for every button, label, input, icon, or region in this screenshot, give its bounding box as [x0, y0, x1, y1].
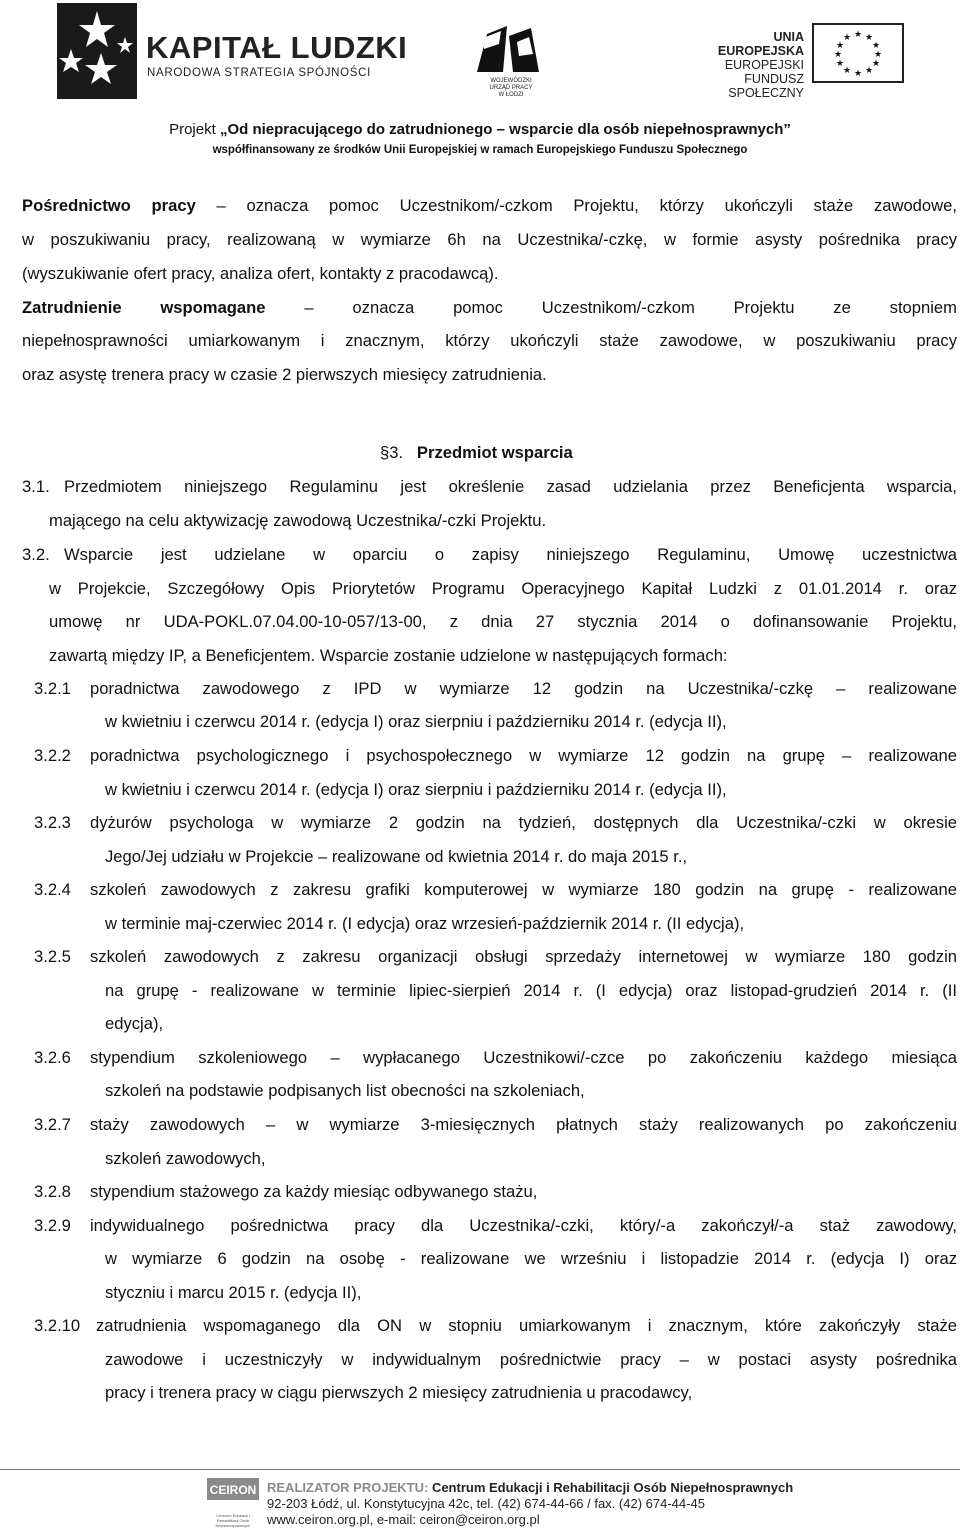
p32-number: 3.2.	[22, 545, 50, 564]
item-3-2-3-line-1: dyżurów psychologa w wymiarze 2 godzin na tydzień, dostępnych dla Uczestnika/-czki w okresie	[90, 813, 957, 832]
item-3-2-9-line-2: w wymiarze 6 godzin na osobę - realizowane we wrześniu i listopadzie 2014 r. (edycja I) oraz	[105, 1249, 957, 1268]
svg-text:★: ★	[853, 69, 863, 79]
def-zatrudnienie-text-1: – oznacza pomoc Uczestnikom/-czkom Projektu ze stopniem	[304, 298, 957, 317]
item-3-2-1-number: 3.2.1	[34, 679, 71, 698]
item-3-2-7-number: 3.2.7	[34, 1115, 71, 1134]
item-3-2-5-number: 3.2.5	[34, 947, 71, 966]
item-3-2-4-line-1: szkoleń zawodowych z zakresu grafiki komputerowej w wymiarze 180 godzin na grupę - realizowane	[90, 880, 957, 899]
item-3-2-10-line-2: zawodowe i uczestniczyły w indywidualnym pośrednictwie pracy – w postaci asysty pośrednika	[105, 1350, 957, 1369]
item-3-2-6-number: 3.2.6	[34, 1048, 71, 1067]
svg-text:★: ★	[864, 33, 874, 43]
svg-text:★: ★	[835, 59, 845, 69]
p32-line-3: umowę nr UDA-POKL.07.04.00-10-057/13-00, z dnia 27 stycznia 2014 o dofinansowanie Projektu,	[49, 612, 957, 631]
cofinanced-note: współfinansowany ze środków Unii Europejskiej w ramach Europejskiego Funduszu Społecznego	[212, 144, 748, 156]
ceiron-logo-icon	[207, 1478, 259, 1512]
item-3-2-7-line-2: szkoleń zawodowych,	[105, 1149, 266, 1168]
ceiron-logo-subtext: Centrum Edukacji i Rehabilitacji Osób Niepełnosprawnych	[215, 1513, 251, 1528]
eu-line-2: EUROPEJSKI	[724, 58, 804, 72]
item-3-2-9-line-1: indywidualnego pośrednictwa pracy dla Uczestnika/-czki, który/-a zakończył/-a staż zawodowy,	[90, 1216, 957, 1235]
def-posrednictwo-line-1	[22, 196, 957, 216]
eu-text	[686, 30, 804, 100]
item-3-2-5-line-2: na grupę - realizowane w terminie lipiec-sierpień 2014 r. (I edycja) oraz listopad-grudzień 2014 r. (II	[105, 981, 957, 1000]
item-3-2-3-line-2: Jego/Jej udziału w Projekcie – realizowane od kwietnia 2014 r. do maja 2015 r.,	[105, 847, 688, 866]
project-prefix: Projekt	[169, 121, 220, 138]
svg-text:★: ★	[873, 50, 883, 60]
svg-text:★: ★	[871, 41, 881, 51]
kapital-ludzki-logo-icon	[57, 3, 137, 99]
footer-realizator	[267, 1480, 793, 1495]
item-3-2-5-line-3: edycja),	[105, 1014, 164, 1033]
footer-address: 92-203 Łódź, ul. Konstytucyjna 42c, tel. (42) 674-44-66 / fax. (42) 674-44-45	[267, 1496, 705, 1511]
wup-line-2: URZĄD PRACY	[489, 85, 533, 91]
kapital-ludzki-title: KAPITAŁ LUDZKI	[146, 30, 408, 65]
svg-text:★: ★	[833, 50, 843, 60]
eu-line-1: UNIA EUROPEJSKA	[717, 30, 804, 58]
footer-web: www.ceiron.org.pl, e-mail: ceiron@ceiron.org.pl	[267, 1512, 540, 1527]
p32-line-4: zawartą między IP, a Beneficjentem. Wsparcie zostanie udzielone w następujących formach:	[49, 646, 728, 665]
p31-line-1: Przedmiotem niniejszego Regulaminu jest określenie zasad udzielania przez Beneficjenta wsparcia,	[64, 477, 957, 496]
svg-text:★: ★	[864, 66, 874, 76]
item-3-2-9-line-3: styczniu i marcu 2015 r. (edycja II),	[105, 1283, 362, 1302]
footer-realizator-name: Centrum Edukacji i Rehabilitacji Osób Niepełnosprawnych	[431, 1480, 794, 1495]
svg-text:★: ★	[842, 33, 852, 43]
def-posrednictwo-term: Pośrednictwo pracy	[22, 196, 196, 215]
wup-lodz-logo-icon	[473, 22, 543, 78]
item-3-2-3-number: 3.2.3	[34, 813, 71, 832]
svg-text:★: ★	[853, 30, 863, 40]
item-3-2-2-line-2: w kwietniu i czerwcu 2014 r. (edycja I) oraz sierpniu i październiku 2014 r. (edycja II),	[105, 780, 727, 799]
item-3-2-6-line-2: szkoleń na podstawie podpisanych list obecności na szkoleniach,	[105, 1081, 585, 1100]
p32-line-2: w Projekcie, Szczegółowy Opis Priorytetów Programu Operacyjnego Kapitał Ludzki z 01.01.2014 r. oraz	[49, 579, 957, 598]
def-zatrudnienie-term: Zatrudnienie wspomagane	[22, 298, 266, 317]
item-3-2-8-number: 3.2.8	[34, 1182, 71, 1201]
svg-text:★: ★	[871, 59, 881, 69]
wup-line-1: WOJEWÓDZKI	[490, 78, 532, 84]
item-3-2-1-line-1: poradnictwa zawodowego z IPD w wymiarze 12 godzin na Uczestnika/-czkę – realizowane	[90, 679, 957, 698]
eu-flag-icon	[812, 23, 904, 83]
item-3-2-2-number: 3.2.2	[34, 746, 71, 765]
item-3-2-8-line-1: stypendium stażowego za każdy miesiąc odbywanego stażu,	[90, 1182, 538, 1201]
footer-realizator-label: REALIZATOR PROJEKTU:	[267, 1480, 429, 1495]
svg-text:★: ★	[842, 66, 852, 76]
wup-line-3: W ŁODZI	[498, 92, 524, 98]
item-3-2-1-line-2: w kwietniu i czerwcu 2014 r. (edycja I) oraz sierpniu i październiku 2014 r. (edycja II),	[105, 712, 727, 731]
section-number: §3.	[380, 443, 404, 462]
item-3-2-4-line-2: w terminie maj-czerwiec 2014 r. (I edycja) oraz wrzesień-październik 2014 r. (II edycja),	[105, 914, 745, 933]
eu-line-3: FUNDUSZ SPOŁECZNY	[728, 72, 804, 100]
item-3-2-2-line-1: poradnictwa psychologicznego i psychospołecznego w wymiarze 12 godzin na grupę – realizowane	[90, 746, 957, 765]
wup-lodz-text	[486, 78, 536, 99]
section-heading	[380, 443, 573, 463]
def-posrednictwo-text-1: – oznacza pomoc Uczestnikom/-czkom Projektu, którzy ukończyli staże zawodowe,	[216, 196, 957, 215]
kapital-ludzki-subtitle: NARODOWA STRATEGIA SPÓJNOŚCI	[147, 67, 372, 79]
item-3-2-6-line-1: stypendium szkoleniowego – wypłacanego Uczestnikowi/-czce po zakończeniu każdego miesiąca	[90, 1048, 957, 1067]
project-title	[0, 121, 960, 138]
def-zatrudnienie-line-3: oraz asystę trenera pracy w czasie 2 pierwszych miesięcy zatrudnienia.	[22, 365, 547, 384]
item-3-2-10-line-3: pracy i trenera pracy w ciągu pierwszych 2 miesięcy zatrudnienia u pracodawcy,	[105, 1383, 693, 1402]
p31-number: 3.1.	[22, 477, 50, 496]
def-posrednictwo-line-2: w poszukiwaniu pracy, realizowaną w wymiarze 6h na Uczestnika/-czkę, w formie asysty pośrednika pracy	[22, 230, 957, 249]
item-3-2-10-line-1: zatrudnienia wspomaganego dla ON w stopniu umiarkowanym i znacznym, które zakończyły staże	[96, 1316, 957, 1335]
def-zatrudnienie-line-2: niepełnosprawności umiarkowanym i znacznym, którzy ukończyli staże zawodowe, w poszukiwaniu pracy	[22, 331, 957, 350]
project-name: „Od niepracującego do zatrudnionego – wsparcie dla osób niepełnosprawnych”	[219, 121, 791, 138]
item-3-2-7-line-1: staży zawodowych – w wymiarze 3-miesięcznych płatnych staży realizowanych po zakończeniu	[90, 1115, 957, 1134]
svg-text:★: ★	[835, 41, 845, 51]
def-posrednictwo-line-3: (wyszukiwanie ofert pracy, analiza ofert, kontakty z pracodawcą).	[22, 264, 499, 283]
item-3-2-9-number: 3.2.9	[34, 1216, 71, 1235]
def-zatrudnienie-line-1	[22, 298, 957, 318]
p31-line-2: mającego na celu aktywizację zawodową Uczestnika/-czki Projektu.	[49, 511, 547, 530]
section-title: Przedmiot wsparcia	[416, 443, 573, 462]
footer-rule	[0, 1469, 960, 1470]
p32-line-1: Wsparcie jest udzielane w oparciu o zapisy niniejszego Regulaminu, Umowę uczestnictwa	[64, 545, 957, 564]
item-3-2-4-number: 3.2.4	[34, 880, 71, 899]
item-3-2-5-line-1: szkoleń zawodowych z zakresu organizacji obsługi sprzedaży internetowej w wymiarze 180 godzin	[90, 947, 957, 966]
item-3-2-10-number: 3.2.10	[34, 1316, 81, 1335]
ceiron-logo-text: CEIRON	[209, 1483, 257, 1497]
document-header	[0, 0, 960, 165]
